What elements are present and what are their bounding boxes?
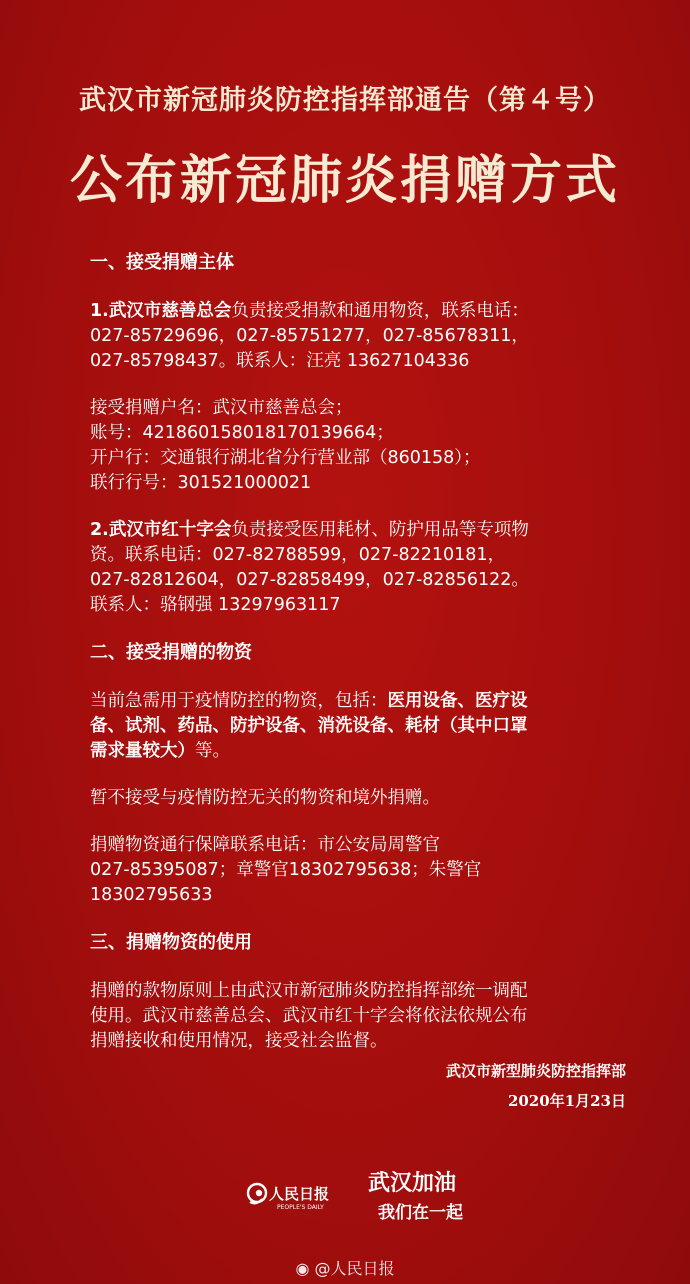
account-number: 账号：421860158018170139664； xyxy=(90,423,394,443)
red-cross-phones-1: 资。联系电话：027-82788599，027-82210181， xyxy=(90,545,506,565)
not-accepted-note: 暂不接受与疫情防控无关的物资和境外捐赠。 xyxy=(90,788,440,808)
notice-body xyxy=(90,250,630,1054)
weibo-icon: ◉ xyxy=(295,1259,310,1278)
red-cross-info xyxy=(90,518,630,543)
red-cross-contact: 联系人：骆钢强 13297963117 xyxy=(90,595,341,615)
police-contact-line-3: 18302795633 xyxy=(90,885,213,905)
charity-federation-name: 1.武汉市慈善总会 xyxy=(90,301,232,321)
usage-line-2: 使用。武汉市慈善总会、武汉市红十字会将依法依规公布 xyxy=(90,1006,528,1026)
red-cross-phones-2: 027-82812604，027-82858499，027-82856122。 xyxy=(90,570,529,590)
weibo-watermark xyxy=(0,1256,690,1279)
account-bank: 开户行：交通银行湖北省分行营业部（860158）； xyxy=(90,448,481,468)
charity-federation-contact: 027-85798437。联系人：汪亮 13627104336 xyxy=(90,351,470,371)
people-daily-cn-text: 人民日报 xyxy=(269,1185,330,1203)
red-cross-desc: 负责接受医用耗材、防护用品等专项物 xyxy=(231,520,529,540)
slogan-line-2: 我们在一起 xyxy=(378,1203,463,1223)
urgent-needs-line-2 xyxy=(90,714,630,739)
charity-federation-phones: 027-85729696，027-85751277，027-85678311， xyxy=(90,326,529,346)
urgent-needs-bold-1: 医用设备、医疗设 xyxy=(387,691,528,711)
charity-federation-info xyxy=(90,299,630,324)
urgent-needs-intro: 当前急需用于疫情防控的物资，包括： xyxy=(90,691,388,711)
signature-block xyxy=(446,1056,626,1116)
urgent-needs-line-1 xyxy=(90,689,630,714)
police-contact-line-2: 027-85395087；章警官18302795638；朱警官 xyxy=(90,860,482,880)
urgent-needs-end: 等。 xyxy=(195,741,230,761)
urgent-needs-bold-3: 需求量较大） xyxy=(90,741,195,761)
slogan-line-1: 武汉加油 xyxy=(368,1170,457,1196)
signature-org: 武汉市新型肺炎防控指挥部 xyxy=(445,1062,626,1080)
signature-date: 2020年1月23日 xyxy=(507,1092,626,1110)
account-bank-code: 联行行号：301521000021 xyxy=(90,473,312,493)
section-heading-2: 二、接受捐赠的物资 xyxy=(90,642,252,663)
wuhan-slogan-logo xyxy=(366,1166,478,1226)
red-cross-name: 2.武汉市红十字会 xyxy=(90,520,232,540)
charity-federation-desc: 负责接受捐款和通用物资，联系电话： xyxy=(231,301,529,321)
police-contact-line-1: 捐赠物资通行保障联系电话：市公安局周警官 xyxy=(90,835,440,855)
weibo-watermark-text: @人民日报 xyxy=(314,1259,395,1278)
urgent-needs-bold-2: 备、试剂、药品、防护设备、消洗设备、耗材（其中口罩 xyxy=(90,716,528,736)
usage-line-3: 捐赠接收和使用情况，接受社会监督。 xyxy=(90,1031,388,1051)
usage-line-1: 捐赠的款物原则上由武汉市新冠肺炎防控指挥部统一调配 xyxy=(90,981,528,1001)
people-daily-logo xyxy=(246,1176,346,1216)
urgent-needs-line-3 xyxy=(90,739,630,764)
people-daily-en-text: PEOPLE'S DAILY xyxy=(277,1204,324,1211)
notice-title: 武汉市新冠肺炎防控指挥部通告（第４号） xyxy=(79,85,611,116)
section-heading-3: 三、捐赠物资的使用 xyxy=(90,932,252,953)
section-heading-1: 一、接受捐赠主体 xyxy=(90,252,234,273)
page-title: 公布新冠肺炎捐赠方式 xyxy=(69,151,620,211)
account-name: 接受捐赠户名：武汉市慈善总会； xyxy=(90,398,353,418)
